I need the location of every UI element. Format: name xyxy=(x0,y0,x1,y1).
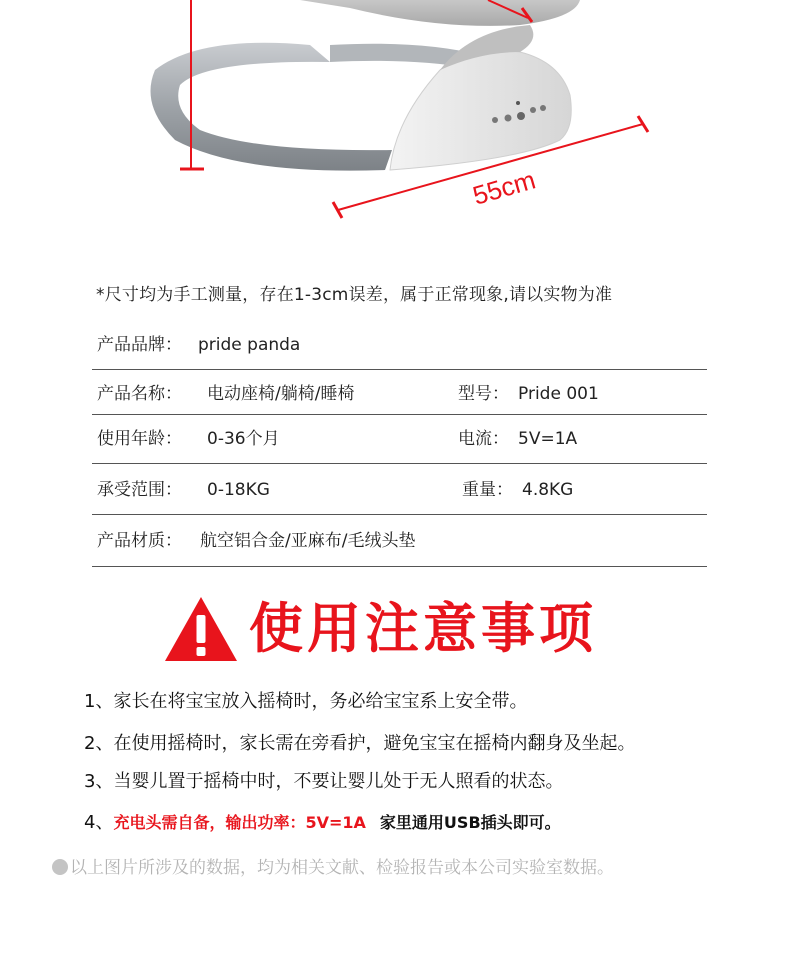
ring-frame xyxy=(151,43,393,171)
control-button xyxy=(492,117,498,123)
notice-item-3: 3、当婴儿置于摇椅中时，不要让婴儿处于无人照看的状态。 xyxy=(84,771,564,792)
spec-row-load xyxy=(92,467,707,513)
control-button xyxy=(517,112,525,120)
spec-label: 电流： xyxy=(458,429,509,449)
spec-label: 使用年龄： xyxy=(97,429,182,449)
spec-value: pride panda xyxy=(198,335,301,355)
warning-triangle-icon xyxy=(163,595,239,663)
warning-title: 使用注意事项 xyxy=(249,597,597,660)
table-divider xyxy=(92,369,707,370)
data-source-footnote xyxy=(52,855,614,881)
spec-row-name xyxy=(92,371,707,417)
notice-item-2: 2、在使用摇椅时，家长需在旁看护，避免宝宝在摇椅内翻身及坐起。 xyxy=(84,733,636,754)
table-divider xyxy=(92,514,707,515)
control-button xyxy=(505,115,512,122)
spec-value: 电动座椅/躺椅/睡椅 xyxy=(207,384,355,404)
table-divider xyxy=(92,463,707,464)
spec-value: 0-36个月 xyxy=(207,429,280,449)
spec-label: 型号： xyxy=(458,384,509,404)
dimension-label: 55cm xyxy=(469,164,539,211)
notice-red-text: 输出功率：5V=1A xyxy=(225,813,366,832)
spec-row-age xyxy=(92,416,707,462)
control-button xyxy=(540,105,546,111)
spec-label: 重量： xyxy=(462,480,513,500)
spec-label: 产品材质： xyxy=(97,531,182,551)
spec-label: 承受范围： xyxy=(97,480,182,500)
spec-value: 航空铝合金/亚麻布/毛绒头垫 xyxy=(200,531,416,551)
spec-row-material xyxy=(92,518,707,564)
seat-fabric xyxy=(185,0,580,26)
table-divider xyxy=(92,414,707,415)
notice-red-text: 充电头需自备， xyxy=(113,813,226,832)
notice-item-1: 1、家长在将宝宝放入摇椅时，务必给宝宝系上安全带。 xyxy=(84,691,528,712)
spec-value: 4.8KG xyxy=(522,480,574,500)
spec-row-brand xyxy=(92,322,707,368)
spec-label: 产品品牌： xyxy=(97,335,182,355)
measurement-note: *尺寸均为手工测量，存在1-3cm误差，属于正常现象,请以实物为准 xyxy=(96,285,613,305)
warning-heading xyxy=(163,593,633,665)
notice-tail-text: 家里通用USB插头即可。 xyxy=(379,813,561,832)
product-figure xyxy=(0,0,790,250)
spec-value: Pride 001 xyxy=(518,384,599,404)
bullet-dot-icon xyxy=(52,859,68,875)
footnote-text: 以上图片所涉及的数据，均为相关文献、检验报告或本公司实验室数据。 xyxy=(70,858,614,878)
spec-label: 产品名称： xyxy=(97,384,182,404)
notice-item-4 xyxy=(84,809,561,837)
control-button xyxy=(530,107,536,113)
spec-value: 0-18KG xyxy=(207,480,270,500)
notice-number: 4、 xyxy=(84,812,114,833)
spec-value: 5V=1A xyxy=(518,429,578,449)
table-divider xyxy=(92,566,707,567)
